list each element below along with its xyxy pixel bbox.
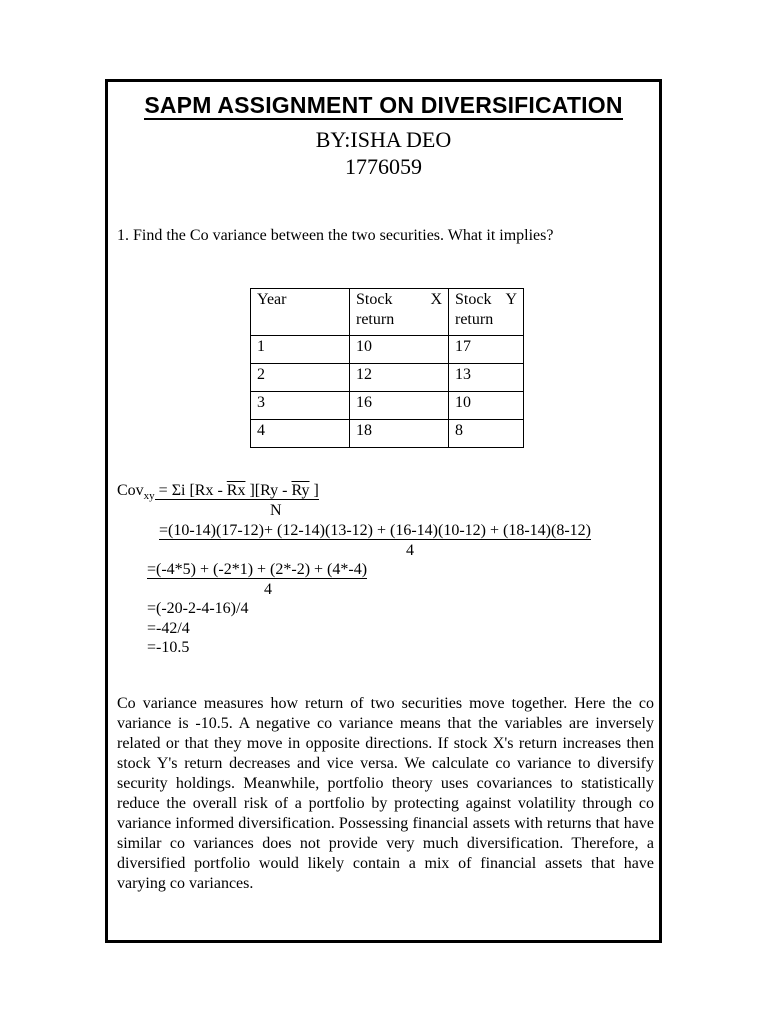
explanation-paragraph: Co variance measures how return of two securities move together. Here the co variance is -10.5. A negative co variance means that the variables are inversely related or that they move in opposite directions. If stock X's return increases then stock Y's return decreases and vice versa. We calculate co variance to diversify security holdings. Meanwhile, portfolio theory uses covariances to statistically reduce the overall risk of a portfolio by protecting against volatility through co variance informed diversification. Possessing financial assets with returns that have similar co variances does not provide very much diversification. Therefore, a diversified portfolio would likely contain a mix of financial assets that have varying co variances. [117,695,654,892]
step3-value: =(-20-2-4-16)/4 [147,600,249,617]
table-cell: 3 [251,392,350,420]
table-cell: 18 [350,420,449,448]
question-text: 1. Find the Co variance between the two securities. What it implies? [117,227,554,244]
cov-rhs: = Σi [$Rx - \overline{Rx}$ ][$Ry - \overline{Ry}$ ] [154,482,319,499]
table-cell: 16 [350,392,449,420]
table-row [251,336,524,364]
table-row [251,392,524,420]
cov-denominator: N [270,502,282,519]
header-stock-y [449,289,524,336]
step2-denominator: 4 [264,581,272,598]
document-page [105,79,662,943]
table-cell: 10 [449,392,524,420]
header-stock-y-letter: Y [505,291,517,308]
table-cell: 13 [449,364,524,392]
table-row [251,364,524,392]
table-cell: 8 [449,420,524,448]
document-title-text: SAPM ASSIGNMENT ON DIVERSIFICATION [144,92,623,118]
header-stock-x-letter: X [430,291,442,308]
header-stock-x-label: Stock [356,291,393,308]
table-cell: 17 [449,336,524,364]
document-title [108,92,659,119]
header-stock-y-return: return [455,311,494,328]
step2-numerator: =(-4*5) + (-2*1) + (2*-2) + (4*-4) [147,561,368,578]
table-cell: 2 [251,364,350,392]
header-stock-y-label: Stock [455,291,492,308]
step5-value: =-10.5 [147,639,190,656]
header-stock-x [350,289,449,336]
step1-numerator: =(10-14)(17-12)+ (12-14)(13-12) + (16-14)(10-12) + (18-14)(8-12) [159,522,591,539]
author-line: BY:ISHA DEO [315,127,452,152]
step1-denominator: 4 [406,542,414,559]
cov-subscript: xy [143,490,155,503]
step4-value: =-42/4 [147,620,190,637]
table-row [251,420,524,448]
roll-number: 1776059 [345,154,422,179]
returns-table [250,288,524,448]
table-header-row [251,289,524,336]
covariance-formula [117,482,319,502]
table-cell: 4 [251,420,350,448]
table-cell: 12 [350,364,449,392]
table-cell: 10 [350,336,449,364]
cov-label: Cov [117,482,144,499]
header-year: Year [251,289,350,336]
header-stock-x-return: return [356,311,395,328]
table-cell: 1 [251,336,350,364]
